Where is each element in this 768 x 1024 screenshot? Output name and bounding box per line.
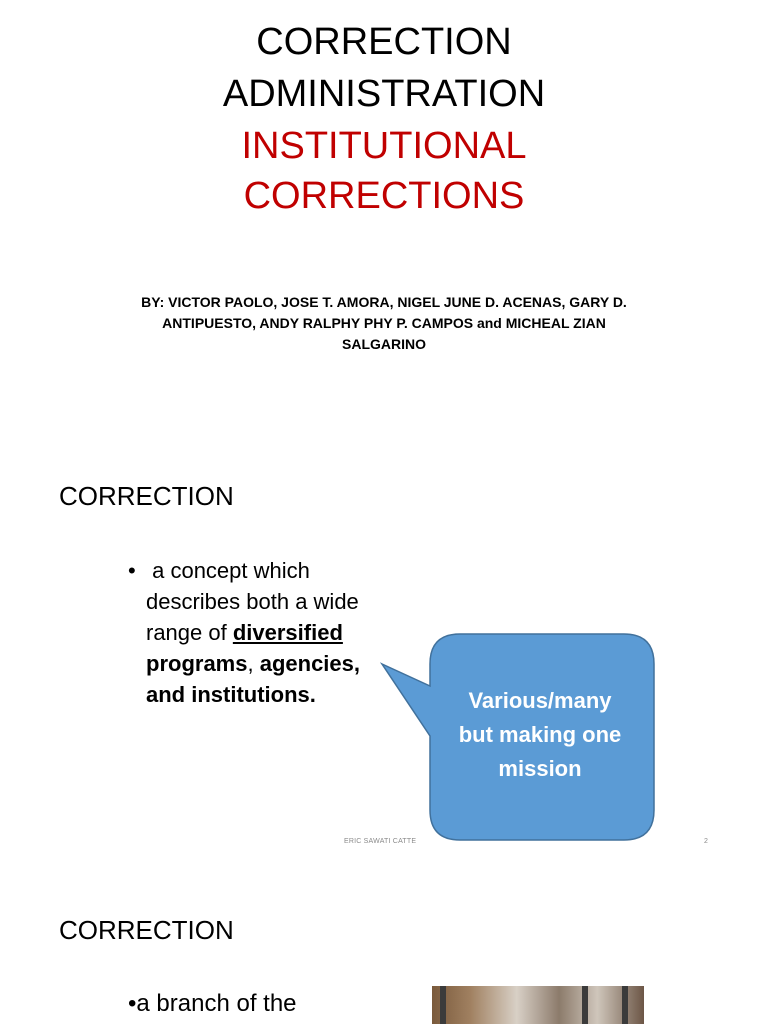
photo-bar — [622, 986, 628, 1024]
bullet-line-5: and institutions. — [146, 682, 316, 707]
bullet-item — [128, 555, 398, 710]
prison-photo — [432, 986, 644, 1024]
authors-line-3: SALGARINO — [342, 336, 426, 352]
photo-bar — [440, 986, 446, 1024]
page-number: 2 — [704, 838, 708, 845]
branch-slide — [0, 868, 768, 1024]
bullet-item — [128, 988, 297, 1020]
subtitle-line-2: CORRECTIONS — [243, 175, 525, 217]
bullet-glyph: • — [128, 990, 137, 1017]
emphasis-agencies: agencies, — [259, 651, 360, 676]
callout-line-3: mission — [498, 756, 582, 781]
callout-line-2: but making one — [458, 722, 622, 747]
slide-footer: ERIC SAWATI CATTE — [344, 838, 417, 845]
authors-line-1: BY: VICTOR PAOLO, JOSE T. AMORA, NIGEL JUNE D. ACENAS, GARY D. — [141, 294, 627, 310]
callout-line-1: Various/many — [468, 688, 612, 713]
emphasis-diversified: diversified — [232, 620, 343, 645]
bullet-text: a branch of the — [136, 990, 297, 1017]
bullet-glyph: • — [128, 558, 136, 583]
authors — [90, 292, 678, 355]
emphasis-programs: programs — [146, 651, 248, 676]
bullet-line-1: a concept which — [146, 558, 310, 583]
bullet-line-3-text: range of — [146, 620, 233, 645]
title-slide — [0, 0, 768, 432]
bullet-line-3 — [128, 617, 398, 648]
callout-text — [430, 684, 650, 786]
title-line-2: ADMINISTRATION — [222, 73, 546, 115]
bullet-line-4-sep: , — [247, 651, 260, 676]
bullet-line-2: describes both a wide — [146, 589, 359, 614]
authors-line-2: ANTIPUESTO, ANDY RALPHY PHY P. CAMPOS and MICHEAL ZIAN — [162, 315, 606, 331]
slide-heading: CORRECTION — [59, 915, 234, 945]
photo-bar — [582, 986, 588, 1024]
title-line-1: CORRECTION — [256, 21, 512, 63]
definition-slide — [0, 434, 768, 866]
slide-heading: CORRECTION — [59, 481, 234, 511]
subtitle-line-1: INSTITUTIONAL — [241, 125, 527, 167]
bullet-line-4 — [128, 648, 398, 679]
